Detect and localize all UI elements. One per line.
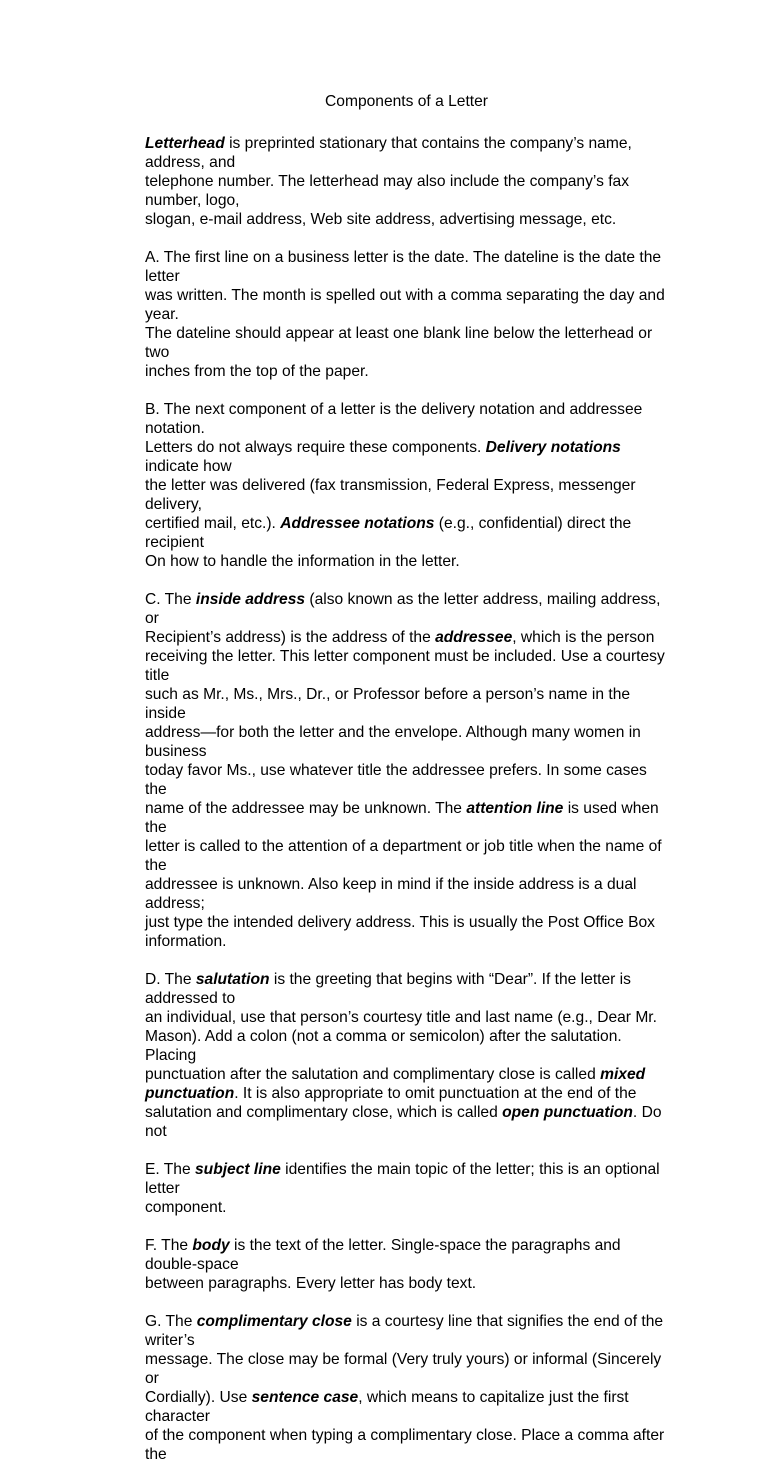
emphasized-term: Delivery notations: [485, 439, 621, 456]
text-run: G. The: [145, 1313, 197, 1330]
text-run: (e.g., confidential) direct the recipient: [145, 515, 632, 551]
text-line: [145, 590, 668, 628]
text-line: [145, 837, 668, 875]
text-line: [145, 476, 668, 514]
text-line: [145, 1236, 668, 1274]
text-line: [145, 1274, 668, 1293]
emphasized-term: mixed: [600, 1066, 646, 1083]
document-body: [145, 134, 668, 1464]
text-line: [145, 324, 668, 362]
text-line: [145, 685, 668, 723]
text-run: is the greeting that begins with “Dear”. If the letter is addressed to: [145, 971, 631, 1007]
text-run: was written. The month is spelled out with a comma separating the day and year.: [145, 287, 665, 323]
text-run: C. The: [145, 591, 196, 608]
text-run: the letter was delivered (fax transmission, Federal Express, messenger delivery,: [145, 477, 636, 513]
text-line: [145, 628, 668, 647]
text-run: between paragraphs. Every letter has body text.: [145, 1275, 477, 1292]
emphasized-term: punctuation: [145, 1085, 235, 1102]
text-run: receiving the letter. This letter component must be included. Use a courtesy title: [145, 648, 665, 684]
paragraph-d: [145, 970, 668, 1141]
text-line: [145, 438, 668, 476]
text-line: [145, 552, 668, 571]
text-run: is used when the: [145, 800, 659, 836]
text-line: [145, 400, 668, 438]
text-line: [145, 210, 668, 229]
text-run: salutation and complimentary close, which is called: [145, 1104, 503, 1121]
text-run: slogan, e-mail address, Web site address, advertising message, etc.: [145, 211, 617, 228]
text-line: [145, 1084, 668, 1103]
emphasized-term: open punctuation: [502, 1104, 633, 1121]
emphasized-term: attention line: [466, 800, 564, 817]
text-run: Cordially). Use: [145, 1389, 252, 1406]
text-run: is preprinted stationary that contains the company’s name, address, and: [145, 135, 632, 171]
paragraph-a: [145, 248, 668, 381]
text-line: [145, 1312, 668, 1350]
text-line: [145, 1027, 668, 1065]
paragraph-b: [145, 400, 668, 571]
text-run: . It is also appropriate to omit punctuation at the end of the: [234, 1085, 637, 1102]
text-run: B. The next component of a letter is the delivery notation and addressee notation.: [145, 401, 643, 437]
text-line: [145, 875, 668, 913]
text-line: [145, 913, 668, 932]
text-run: On how to handle the information in the letter.: [145, 553, 460, 570]
text-run: an individual, use that person’s courtesy title and last name (e.g., Dear Mr.: [145, 1009, 657, 1026]
document-title: Components of a Letter: [325, 93, 488, 110]
text-line: [145, 1198, 668, 1217]
paragraph-e: [145, 1160, 668, 1217]
text-line: [145, 761, 668, 799]
text-run: E. The: [145, 1161, 195, 1178]
text-line: [145, 723, 668, 761]
text-run: is a courtesy line that signifies the end of the writer’s: [145, 1313, 664, 1349]
text-line: [145, 1388, 668, 1426]
paragraph-letterhead: [145, 134, 668, 229]
text-line: [145, 1350, 668, 1388]
text-line: [145, 1065, 668, 1084]
text-run: certified mail, etc.).: [145, 515, 281, 532]
text-line: [145, 362, 668, 381]
text-run: address—for both the letter and the envelope. Although many women in business: [145, 724, 641, 760]
emphasized-term: body: [192, 1237, 230, 1254]
text-run: inches from the top of the paper.: [145, 363, 369, 380]
text-run: punctuation after the salutation and complimentary close is called: [145, 1066, 601, 1083]
text-line: [145, 1426, 668, 1464]
emphasized-term: inside address: [195, 591, 306, 608]
text-run: (also known as the letter address, mailing address, or: [145, 591, 661, 627]
text-run: Mason). Add a colon (not a comma or semicolon) after the salutation. Placing: [145, 1028, 622, 1064]
emphasized-term: complimentary close: [196, 1313, 352, 1330]
emphasized-term: salutation: [195, 971, 270, 988]
emphasized-term: Letterhead: [145, 135, 225, 152]
text-run: The dateline should appear at least one blank line below the letterhead or two: [145, 325, 653, 361]
text-run: name of the addressee may be unknown. The: [145, 800, 467, 817]
text-line: [145, 1008, 668, 1027]
text-run: message. The close may be formal (Very truly yours) or informal (Sincerely or: [145, 1351, 662, 1387]
text-run: letter is called to the attention of a department or job title when the name of the: [145, 838, 662, 874]
text-run: , which is the person: [512, 629, 655, 646]
text-run: indicate how: [145, 458, 232, 475]
emphasized-term: subject line: [195, 1161, 281, 1178]
text-run: A. The first line on a business letter is the date. The dateline is the date the letter: [145, 249, 662, 285]
paragraph-c: [145, 590, 668, 951]
text-line: [145, 647, 668, 685]
text-run: is the text of the letter. Single-space the paragraphs and double-space: [145, 1237, 621, 1273]
paragraph-g: [145, 1312, 668, 1464]
text-line: [145, 970, 668, 1008]
emphasized-term: sentence case: [251, 1389, 359, 1406]
text-run: such as Mr., Ms., Mrs., Dr., or Professor before a person’s name in the inside: [145, 686, 631, 722]
text-run: identifies the main topic of the letter; this is an optional letter: [145, 1161, 660, 1197]
text-line: [145, 799, 668, 837]
text-run: , which means to capitalize just the first character: [145, 1389, 629, 1425]
text-run: D. The: [145, 971, 196, 988]
text-line: [145, 1103, 668, 1141]
text-line: [145, 932, 668, 951]
text-line: [145, 286, 668, 324]
text-run: information.: [145, 933, 227, 950]
text-run: F. The: [145, 1237, 193, 1254]
emphasized-term: addressee: [435, 629, 513, 646]
text-run: component.: [145, 1199, 227, 1216]
text-run: of the component when typing a complimentary close. Place a comma after the: [145, 1427, 665, 1463]
emphasized-term: Addressee notations: [280, 515, 435, 532]
text-run: telephone number. The letterhead may also include the company’s fax number, logo,: [145, 173, 629, 209]
text-run: Recipient’s address) is the address of the: [145, 629, 436, 646]
text-line: [145, 514, 668, 552]
paragraph-f: [145, 1236, 668, 1293]
text-line: [145, 172, 668, 210]
text-line: [145, 248, 668, 286]
text-run: Letters do not always require these components.: [145, 439, 486, 456]
text-run: . Do not: [145, 1104, 662, 1140]
text-line: [145, 1160, 668, 1198]
text-run: just type the intended delivery address. This is usually the Post Office Box: [145, 914, 655, 931]
text-line: [145, 134, 668, 172]
text-run: addressee is unknown. Also keep in mind if the inside address is a dual address;: [145, 876, 637, 912]
text-run: today favor Ms., use whatever title the addressee prefers. In some cases the: [145, 762, 647, 798]
